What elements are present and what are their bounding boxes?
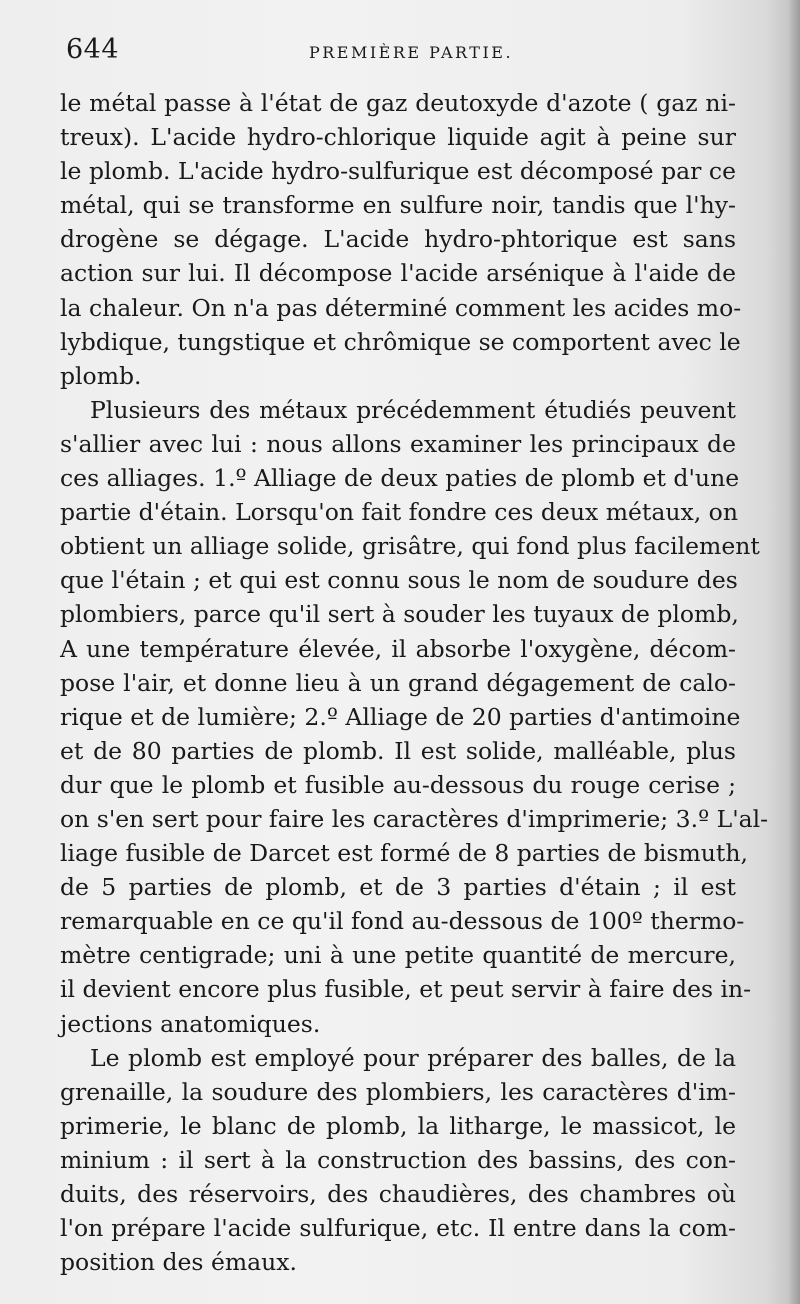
text-line: liage fusible de Darcet est formé de 8 parties de bismuth, bbox=[60, 839, 748, 868]
text-line: remarquable en ce qu'il fond au-dessous de 100º thermo- bbox=[60, 907, 745, 936]
text-line: position des émaux. bbox=[60, 1248, 298, 1277]
text-line: métal, qui se transforme en sulfure noir, tandis que l'hy- bbox=[60, 191, 736, 220]
body-text bbox=[60, 86, 769, 1279]
text-line: Le plomb est employé pour préparer des balles, de la bbox=[90, 1043, 736, 1072]
text-line: s'allier avec lui : nous allons examiner les principaux de bbox=[60, 429, 736, 458]
text-line: ces alliages. 1.º Alliage de deux paties de plomb et d'une bbox=[60, 464, 740, 493]
text-line: A une température élevée, il absorbe l'oxygène, décom- bbox=[60, 634, 736, 663]
page-number: 644 bbox=[66, 34, 120, 65]
text-line: l'on prépare l'acide sulfurique, etc. Il entre dans la com- bbox=[60, 1214, 736, 1243]
text-line: que l'étain ; et qui est connu sous le nom de soudure des bbox=[60, 566, 738, 595]
text-line: mètre centigrade; uni à une petite quantité de mercure, bbox=[60, 941, 736, 970]
text-line: partie d'étain. Lorsqu'on fait fondre ces deux métaux, on bbox=[60, 498, 738, 527]
text-line: Plusieurs des métaux précédemment étudiés peuvent bbox=[90, 395, 736, 424]
text-line: la chaleur. On n'a pas déterminé comment les acides mo- bbox=[60, 293, 742, 322]
text-line: treux). L'acide hydro-chlorique liquide agit à peine sur bbox=[60, 123, 736, 152]
running-head: PREMIÈRE PARTIE. bbox=[308, 43, 514, 62]
text-line: obtient un alliage solide, grisâtre, qui fond plus facilement bbox=[60, 532, 760, 561]
text-line: duits, des réservoirs, des chaudières, des chambres où bbox=[60, 1180, 736, 1208]
text-line: lybdique, tungstique et chrômique se comportent avec le bbox=[60, 327, 741, 356]
text-line: dur que le plomb et fusible au-dessous du rouge cerise ; bbox=[60, 770, 736, 799]
page-edge-shadow bbox=[788, 0, 800, 1304]
text-line: de 5 parties de plomb, et de 3 parties d'étain ; il est bbox=[60, 873, 736, 902]
text-line: rique et de lumière; 2.º Alliage de 20 parties d'antimoine bbox=[60, 702, 741, 731]
text-line: et de 80 parties de plomb. Il est solide, malléable, plus bbox=[60, 736, 736, 765]
text-line: drogène se dégage. L'acide hydro-phtorique est sans bbox=[60, 225, 736, 254]
text-line: jections anatomiques. bbox=[60, 1009, 321, 1038]
text-line: action sur lui. Il décompose l'acide arsénique à l'aide de bbox=[60, 259, 736, 288]
text-line: pose l'air, et donne lieu à un grand dégagement de calo- bbox=[60, 668, 736, 697]
text-line: le métal passe à l'état de gaz deutoxyde d'azote ( gaz ni- bbox=[60, 89, 736, 117]
text-line: minium : il sert à la construction des bassins, des con- bbox=[60, 1145, 736, 1174]
page-header bbox=[66, 34, 736, 74]
text-line: grenaille, la soudure des plombiers, les caractères d'im- bbox=[60, 1077, 736, 1106]
text-line: plombiers, parce qu'il sert à souder les tuyaux de plomb, bbox=[60, 600, 739, 629]
text-line: plomb. bbox=[60, 361, 142, 390]
text-line: primerie, le blanc de plomb, la litharge, le massicot, le bbox=[60, 1111, 736, 1140]
text-line: il devient encore plus fusible, et peut servir à faire des in- bbox=[60, 975, 752, 1004]
text-line: le plomb. L'acide hydro-sulfurique est décomposé par ce bbox=[60, 157, 736, 186]
text-line: on s'en sert pour faire les caractères d'imprimerie; 3.º L'al- bbox=[60, 804, 769, 833]
